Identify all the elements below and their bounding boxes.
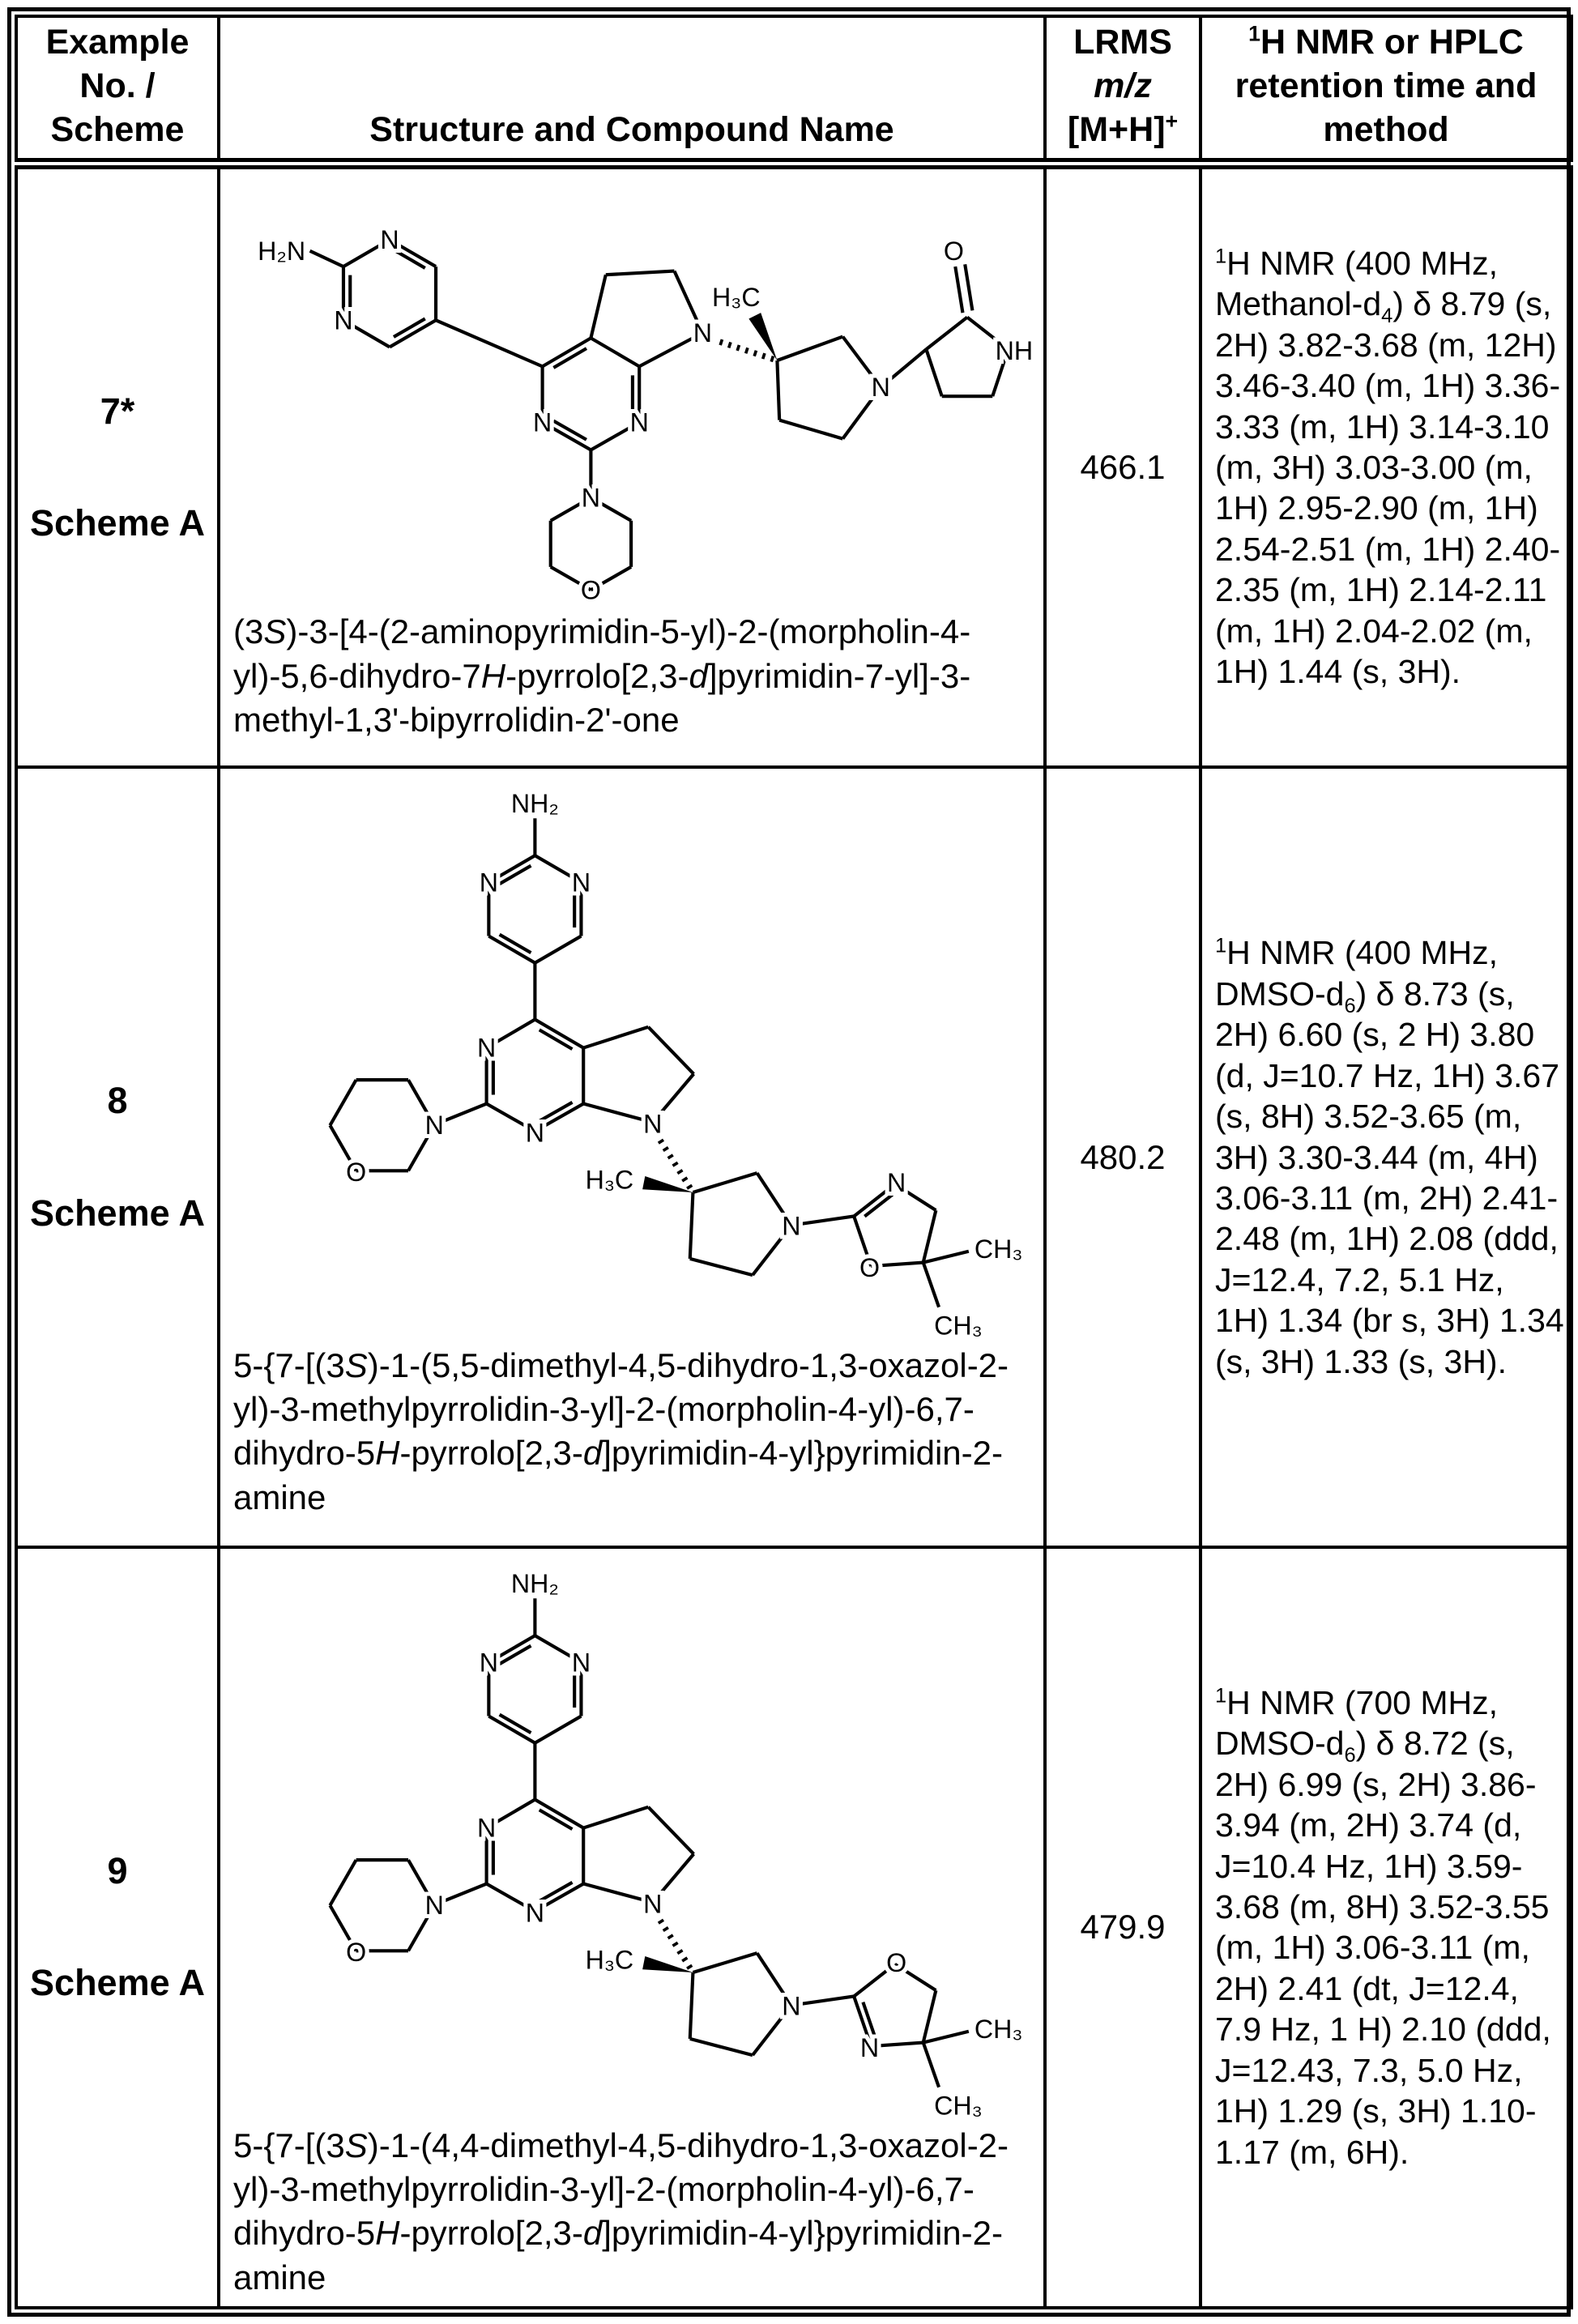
header-nmr-method: $^1$H NMR or HPLC retention time and method xyxy=(1201,16,1572,164)
svg-text:N: N xyxy=(424,1111,444,1141)
svg-text:N: N xyxy=(643,1109,663,1139)
svg-text:CH₃: CH₃ xyxy=(934,2091,983,2121)
table-row-example-9 xyxy=(16,1547,1572,2307)
svg-text:NH₂: NH₂ xyxy=(510,1569,559,1599)
nmr-data-7: $^1$H NMR (400 MHz, Methanol-$d_4$) δ 8.79 (s, 2H) 3.82-3.68 (m, 12H) 3.46-3.40 (m, 1H) 3.36-3.33 (m, 1H) 3.14-3.10 (m, 3H) 3.03-3.00 (m, 1H) 2.95-2.90 (m, 1H) 2.54-2.51 (m, 1H) 2.40-2.35 (m, 1H) 2.14-2.11 (m, 1H) 2.04-2.02 (m, 1H) 1.44 (s, 3H). xyxy=(1201,164,1572,767)
svg-text:N: N xyxy=(479,868,498,898)
structure-cell-9 xyxy=(219,1547,1045,2307)
svg-text:O: O xyxy=(886,1948,907,1978)
scheme-label: Scheme A xyxy=(30,502,205,544)
example-cell-7 xyxy=(16,164,219,767)
mz-value-9: 479.9 xyxy=(1045,1547,1201,2307)
svg-text:N: N xyxy=(424,1891,444,1921)
svg-text:N: N xyxy=(693,318,713,348)
structure-cell-8 xyxy=(219,767,1045,1547)
svg-text:O: O xyxy=(346,1938,367,1968)
svg-text:N: N xyxy=(871,373,890,403)
svg-text:H₃C: H₃C xyxy=(585,1945,634,1975)
table-row-example-8 xyxy=(16,767,1572,1547)
svg-text:O: O xyxy=(580,575,601,605)
nmr-data-8: $^1$H NMR (400 MHz, DMSO-$d_6$) δ 8.73 (s, 2H) 6.60 (s, 2 H) 3.80 (d, J=10.7 Hz, 1H) 3.67 (s, 8H) 3.52-3.65 (m, 3H) 3.30-3.44 (m, 4H) 3.06-3.11 (m, 2H) 2.41-2.48 (m, 1H) 2.08 (ddd, J=12.4, 7.2, 5.1 Hz, 1H) 1.34 (br s, 3H) 1.34 (s, 3H) 1.33 (s, 3H). xyxy=(1201,767,1572,1547)
scheme-label: Scheme A xyxy=(30,1192,205,1234)
svg-text:NH₂: NH₂ xyxy=(510,789,559,819)
svg-text:N: N xyxy=(782,1211,801,1241)
svg-text:CH₃: CH₃ xyxy=(974,1234,1023,1264)
compound-name: 5-{7-[(3S)-1-(5,5-dimethyl-4,5-dihydro-1,3-oxazol-2-yl)-3-methylpyrrolidin-3-yl]-2-(morpholin-4-yl)-6,7-dihydro-5H-pyrrolo[2,3-d]pyrimidin-4-yl}pyrimidin-2-amine xyxy=(233,1346,1009,1516)
example-cell-9 xyxy=(16,1547,219,2307)
svg-text:O: O xyxy=(859,1253,881,1283)
svg-text:N: N xyxy=(476,1813,497,1843)
svg-text:H₂N: H₂N xyxy=(258,237,306,267)
structure-drawing-9 xyxy=(222,1554,1042,2124)
compound-table-border xyxy=(7,7,1571,2317)
compound-name: (3S)-3-[4-(2-aminopyrimidin-5-yl)-2-(morpholin-4-yl)-5,6-dihydro-7H-pyrrolo[2,3-d]pyrimidin-7-yl]-3-methyl-1,3'-bipyrrolidin-2'-one xyxy=(233,612,971,739)
mz-value-7: 466.1 xyxy=(1045,164,1201,767)
svg-text:N: N xyxy=(532,407,552,437)
svg-text:O: O xyxy=(943,237,964,267)
svg-text:N: N xyxy=(581,483,601,513)
table-row-example-7 xyxy=(16,164,1572,767)
header-row xyxy=(16,16,1572,164)
svg-text:CH₃: CH₃ xyxy=(934,1311,983,1341)
svg-text:H₃C: H₃C xyxy=(711,283,761,313)
header-lrms-mz: LRMS m/z [M+H]+ xyxy=(1045,16,1201,164)
compound-table xyxy=(15,15,1573,2309)
svg-text:N: N xyxy=(334,305,353,335)
scheme-label: Scheme A xyxy=(30,1962,205,2004)
svg-text:N: N xyxy=(643,1889,663,1919)
structure-drawing-8 xyxy=(222,774,1042,1344)
svg-text:H₃C: H₃C xyxy=(585,1165,634,1195)
svg-text:N: N xyxy=(571,868,591,898)
svg-text:N: N xyxy=(525,1898,545,1928)
svg-text:NH: NH xyxy=(995,336,1034,366)
svg-text:N: N xyxy=(782,1991,801,2021)
structure-cell-7 xyxy=(219,164,1045,767)
svg-text:N: N xyxy=(886,1168,906,1198)
svg-text:N: N xyxy=(380,225,399,255)
mz-value-8: 480.2 xyxy=(1045,767,1201,1547)
nmr-data-9: $^1$H NMR (700 MHz, DMSO-$d_6$) δ 8.72 (s, 2H) 6.99 (s, 2H) 3.86-3.94 (m, 2H) 3.74 (d, J=10.4 Hz, 1H) 3.59-3.68 (m, 8H) 3.52-3.55 (m, 1H) 3.06-3.11 (m, 2H) 2.41 (dt, J=12.4, 7.9 Hz, 1 H) 2.10 (ddd, J=12.43, 7.3, 5.0 Hz, 1H) 1.29 (s, 3H) 1.10-1.17 (m, 6H). xyxy=(1201,1547,1572,2307)
example-number: 7* xyxy=(100,390,135,432)
compound-name: 5-{7-[(3S)-1-(4,4-dimethyl-4,5-dihydro-1,3-oxazol-2-yl)-3-methylpyrrolidin-3-yl]-2-(morpholin-4-yl)-6,7-dihydro-5H-pyrrolo[2,3-d]pyrimidin-4-yl}pyrimidin-2-amine xyxy=(233,2126,1009,2296)
svg-text:N: N xyxy=(525,1118,545,1148)
example-number: 8 xyxy=(107,1080,128,1122)
svg-text:N: N xyxy=(479,1648,498,1678)
svg-text:CH₃: CH₃ xyxy=(974,2015,1023,2045)
structure-drawing-7 xyxy=(222,174,1042,610)
header-structure-name: Structure and Compound Name xyxy=(219,16,1045,164)
example-cell-8 xyxy=(16,767,219,1547)
svg-text:N: N xyxy=(629,407,649,437)
svg-text:N: N xyxy=(571,1648,591,1678)
example-number: 9 xyxy=(107,1849,128,1891)
header-example-scheme: Example No. / Scheme xyxy=(16,16,219,164)
svg-text:N: N xyxy=(476,1033,497,1063)
svg-text:N: N xyxy=(859,2033,880,2063)
svg-text:O: O xyxy=(346,1158,367,1188)
